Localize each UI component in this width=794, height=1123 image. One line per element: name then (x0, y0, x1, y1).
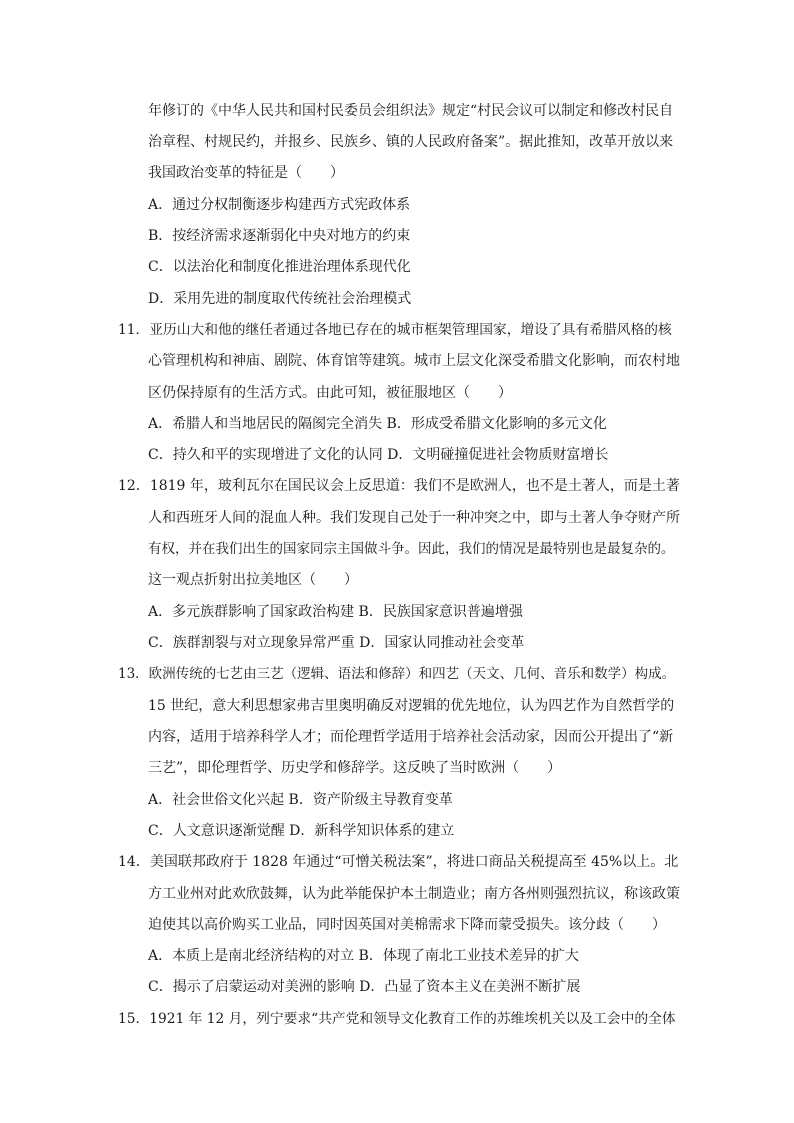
q12-stem-line-4: 这一观点折射出拉美地区（ ） (148, 572, 358, 588)
q13-stem-line-4: 三艺”，即伦理哲学、历史学和修辞学。这反映了当时欧洲（ ） (148, 760, 562, 776)
q13-stem-line-2: 15 世纪，意大利思想家弗吉里奥明确反对逻辑的优先地位，认为四艺作为自然哲学的 (148, 698, 675, 714)
q12-options-ab: A．多元族群影响了国家政治构建 B．民族国家意识普遍增强 (148, 604, 523, 620)
q13-options-ab: A．社会世俗文化兴起 B．资产阶级主导教育变革 (148, 792, 453, 808)
q13-options-cd: C．人文意识逐渐觉醒 D．新科学知识体系的建立 (148, 823, 455, 839)
q12-stem-line-1: 12．1819 年，玻利瓦尔在国民议会上反思道：我们不是欧洲人，也不是土著人，而是土著 (118, 478, 680, 494)
q14-stem-line-1: 14．美国联邦政府于 1828 年通过“可憎关税法案”，将进口商品关税提高至 45%以上。北 (118, 854, 679, 870)
q11-options-ab: A．希腊人和当地居民的隔阂完全消失 B．形成受希腊文化影响的多元文化 (148, 416, 607, 432)
q10-option-c: C．以法治化和制度化推进治理体系现代化 (148, 259, 411, 275)
q11-stem-line-3: 区仍保持原有的生活方式。由此可知，被征服地区（ ） (148, 385, 512, 401)
q10-option-a: A．通过分权制衡逐步构建西方式宪政体系 (148, 197, 411, 213)
q10-stem-line-2: 治章程、村规民约，并报乡、民族乡、镇的人民政府备案”。据此推知，改革开放以来 (148, 134, 674, 150)
q10-stem-line-3: 我国政治变革的特征是（ ） (148, 165, 344, 181)
q12-stem-line-2: 人和西班牙人间的混血人种。我们发现自己处于一种冲突之中，即与土著人争夺财产所 (148, 510, 680, 526)
q11-stem-line-1: 11．亚历山大和他的继任者通过各地已存在的城市框架管理国家，增设了具有希腊风格的核 (118, 322, 672, 338)
q14-options-cd: C．揭示了启蒙运动对美洲的影响 D．凸显了资本主义在美洲不断扩展 (148, 979, 581, 995)
q13-stem-line-1: 13．欧洲传统的七艺由三艺（逻辑、语法和修辞）和四艺（天文、几何、音乐和数学）构成。 (118, 666, 676, 682)
q14-stem-line-2: 方工业州对此欢欣鼓舞，认为此举能保护本土制造业；南方各州则强烈抗议，称该政策 (148, 886, 680, 902)
q11-stem-line-2: 心管理机构和神庙、剧院、体育馆等建筑。城市上层文化深受希腊文化影响，而农村地 (148, 353, 680, 369)
q13-stem-line-3: 内容，适用于培养科学人才；而伦理哲学适用于培养社会活动家，因而公开提出了“新 (148, 729, 674, 745)
q10-stem-line-1: 年修订的《中华人民共和国村民委员会组织法》规定“村民会议可以制定和修改村民自 (148, 103, 674, 119)
q10-option-d: D．采用先进的制度取代传统社会治理模式 (148, 291, 412, 307)
q15-stem-line-1: 15．1921 年 12 月，列宁要求“共产党和领导文化教育工作的苏维埃机关以及工会中的全体 (118, 1011, 676, 1027)
q11-options-cd: C．持久和平的实现增进了文化的认同 D．文明碰撞促进社会物质财富增长 (148, 447, 609, 463)
q12-options-cd: C．族群割裂与对立现象异常严重 D．国家认同推动社会变革 (148, 635, 525, 651)
q10-option-b: B．按经济需求逐渐弱化中央对地方的约束 (148, 228, 411, 244)
q12-stem-line-3: 有权，并在我们出生的国家同宗主国做斗争。因此，我们的情况是最特别也是最复杂的。 (148, 541, 675, 557)
q14-stem-line-3: 迫使其以高价购买工业品，同时因英国对美棉需求下降而蒙受损失。该分歧（ ） (148, 917, 666, 933)
q14-options-ab: A．本质上是南北经济结构的对立 B．体现了南北工业技术差异的扩大 (148, 948, 579, 964)
